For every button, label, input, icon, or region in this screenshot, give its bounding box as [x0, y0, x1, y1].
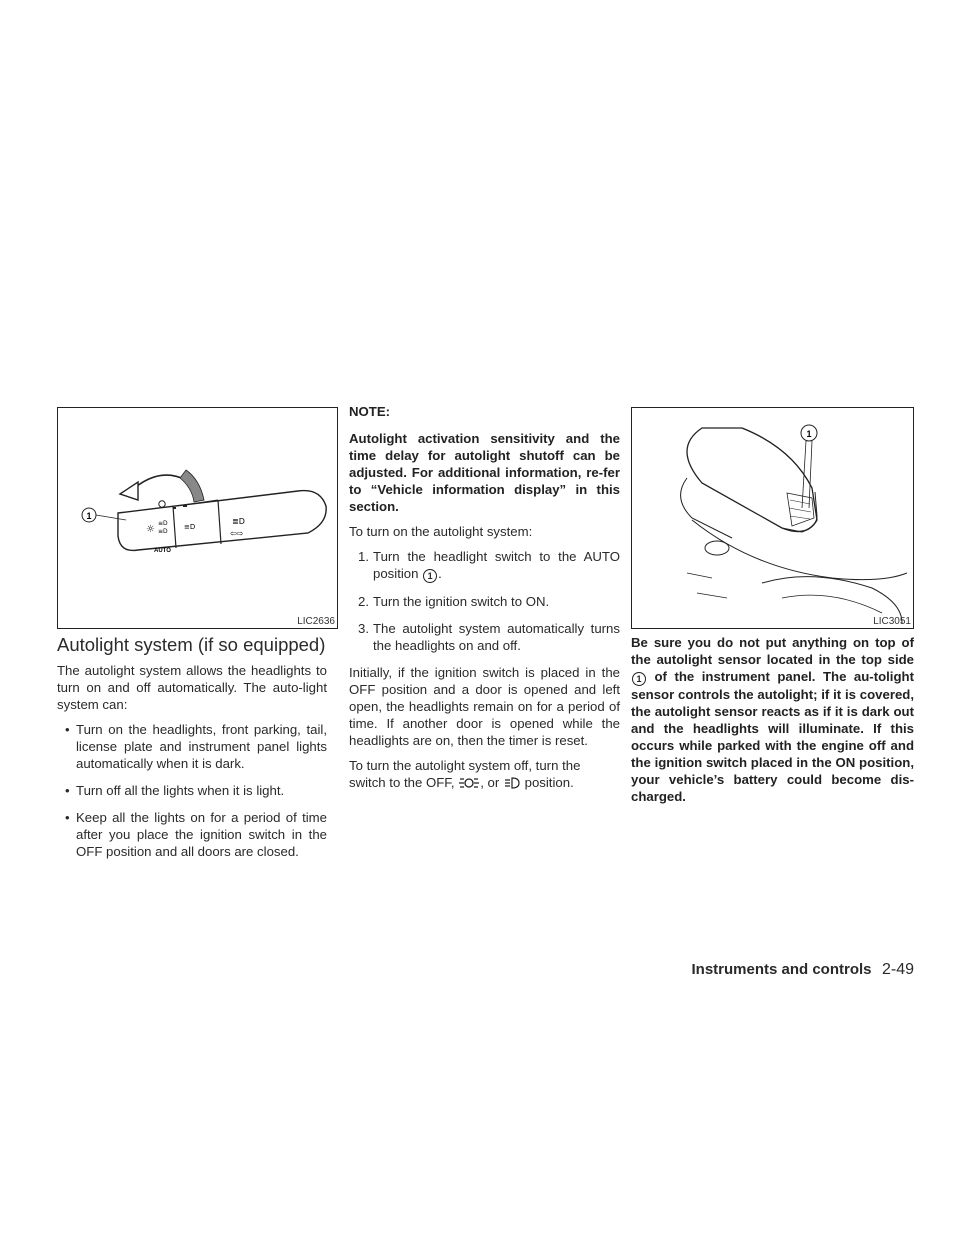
svg-text:1: 1 — [806, 429, 812, 439]
initially-paragraph: Initially, if the ignition switch is placed in the OFF position and a door is opened and left open, the headlights remain on for a period of time. If another door is opened while the headlights are on, then the timer is reset. — [349, 665, 620, 748]
svg-text:AUTO: AUTO — [154, 548, 171, 554]
autolight-sensor-illustration — [631, 407, 914, 629]
turn-on-intro: To turn on the autolight system: — [349, 524, 533, 539]
list-item: 2. Turn the ignition switch to ON. — [358, 594, 550, 609]
headlight-icon — [503, 776, 521, 794]
left-column — [57, 634, 327, 870]
capability-list — [57, 721, 327, 860]
svg-text:≡D: ≡D — [184, 523, 196, 531]
instrument-panel-drawing — [632, 408, 913, 628]
note-body: Autolight activation sensitivity and the time delay for autolight shutoff can be adjusted. For additional information, re-fer to “Vehicle information display” in this section. — [349, 431, 620, 514]
note-heading: NOTE: — [349, 404, 391, 419]
section-title: Autolight system (if so equipped) — [57, 634, 326, 655]
headlight-switch-drawing — [58, 408, 337, 628]
turn-off-paragraph: To turn the autolight system off, turn the switch to the OFF, , or position. — [349, 757, 620, 794]
list-item: • Turn on the headlights, front parking, tail, license plate and instrument panel lights automatically when it is dark. — [57, 721, 327, 772]
footer-section: Instruments and controls — [691, 961, 872, 978]
warning-paragraph: Be sure you do not put anything on top of the autolight sensor located in the top side 1 of the instrument panel. The au-tolight sensor controls the autolight; if it is covered, the autolight sensor reacts as if it is dark out and the headlights will illuminate. If this occurs while parked with the engine off and the ignition switch placed in the ON position, your vehicle’s battery could become dis-charged. — [631, 635, 914, 804]
figure-code: LIC2636 — [297, 616, 335, 627]
list-item: 1. Turn the headlight switch to the AUTO position 1 . — [358, 549, 620, 581]
turn-on-steps — [349, 548, 620, 654]
headlight-switch-illustration — [57, 407, 338, 629]
svg-text:1: 1 — [86, 511, 92, 521]
page-footer — [600, 961, 914, 979]
svg-text:≣D: ≣D — [232, 517, 245, 526]
callout-1: 1 — [632, 672, 646, 686]
svg-text:⇦⇨: ⇦⇨ — [230, 529, 244, 538]
svg-text:≡D: ≡D — [158, 528, 168, 535]
svg-text:≡D: ≡D — [158, 520, 168, 527]
middle-column — [349, 403, 620, 802]
page-number: 2-49 — [881, 961, 914, 978]
figure-code: LIC3051 — [873, 616, 911, 627]
list-item: • Keep all the lights on for a period of time after you place the ignition switch in the OFF position and all doors are closed. — [57, 809, 327, 860]
parking-light-icon — [458, 776, 480, 794]
list-item: • Turn off all the lights when it is light. — [57, 782, 327, 799]
callout-1: 1 — [423, 569, 437, 583]
svg-text:☼: ☼ — [146, 524, 155, 535]
list-item: 3. The autolight system automatically turns the headlights on and off. — [358, 621, 620, 653]
right-column — [631, 634, 914, 813]
intro-paragraph: The autolight system allows the headlights to turn on and off automatically. The auto-light system can: — [57, 663, 327, 712]
